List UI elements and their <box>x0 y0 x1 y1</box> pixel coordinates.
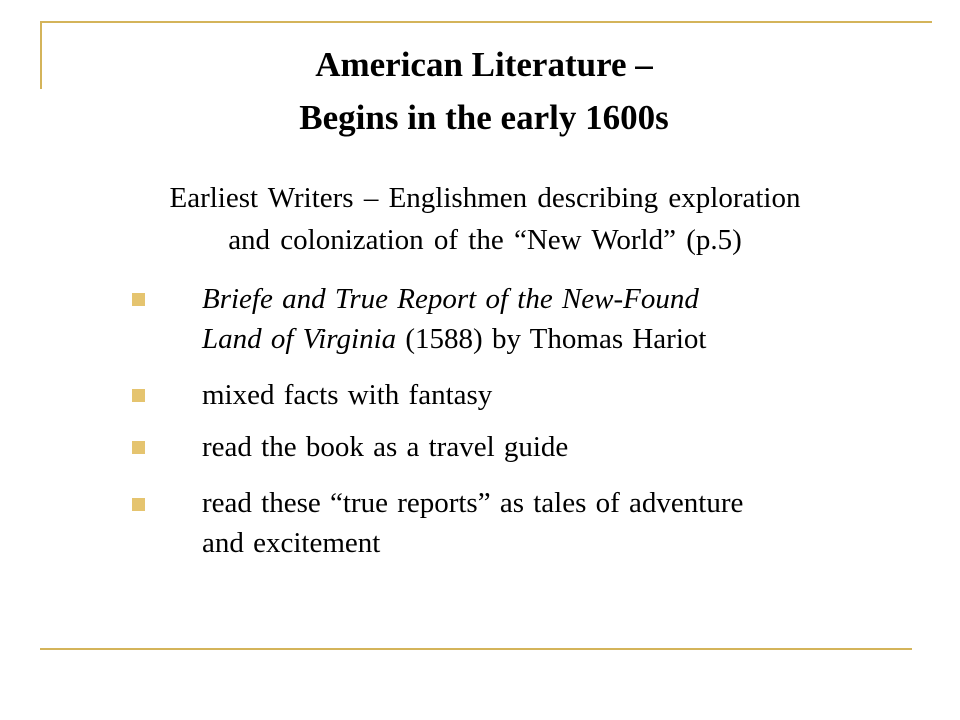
slide-title-line-2: Begins in the early 1600s <box>299 98 669 137</box>
intro-line-2: and colonization of the “New World” (p.5) <box>228 224 742 256</box>
bullet-text <box>202 279 902 359</box>
intro-line-1: Earliest Writers – Englishmen describing exploration <box>169 182 801 214</box>
square-bullet-icon <box>132 389 145 402</box>
bullet-text-line-2: and excitement <box>202 527 381 559</box>
bullet-text: read the book as a travel guide <box>202 431 569 463</box>
bullet-text: mixed facts with fantasy <box>202 379 493 411</box>
square-bullet-icon <box>132 441 145 454</box>
bullet-text <box>202 483 902 563</box>
square-bullet-icon <box>132 498 145 511</box>
bullet-text-line-1: read these “true reports” as tales of adventure <box>202 487 744 519</box>
book-attribution: (1588) by Thomas Hariot <box>396 323 707 355</box>
book-title-line-2: Land of Virginia <box>202 323 397 355</box>
square-bullet-icon <box>132 293 145 306</box>
slide-title-line-1: American Literature – <box>315 45 653 84</box>
book-title-line-1: Briefe and True Report of the New-Found <box>202 283 699 315</box>
